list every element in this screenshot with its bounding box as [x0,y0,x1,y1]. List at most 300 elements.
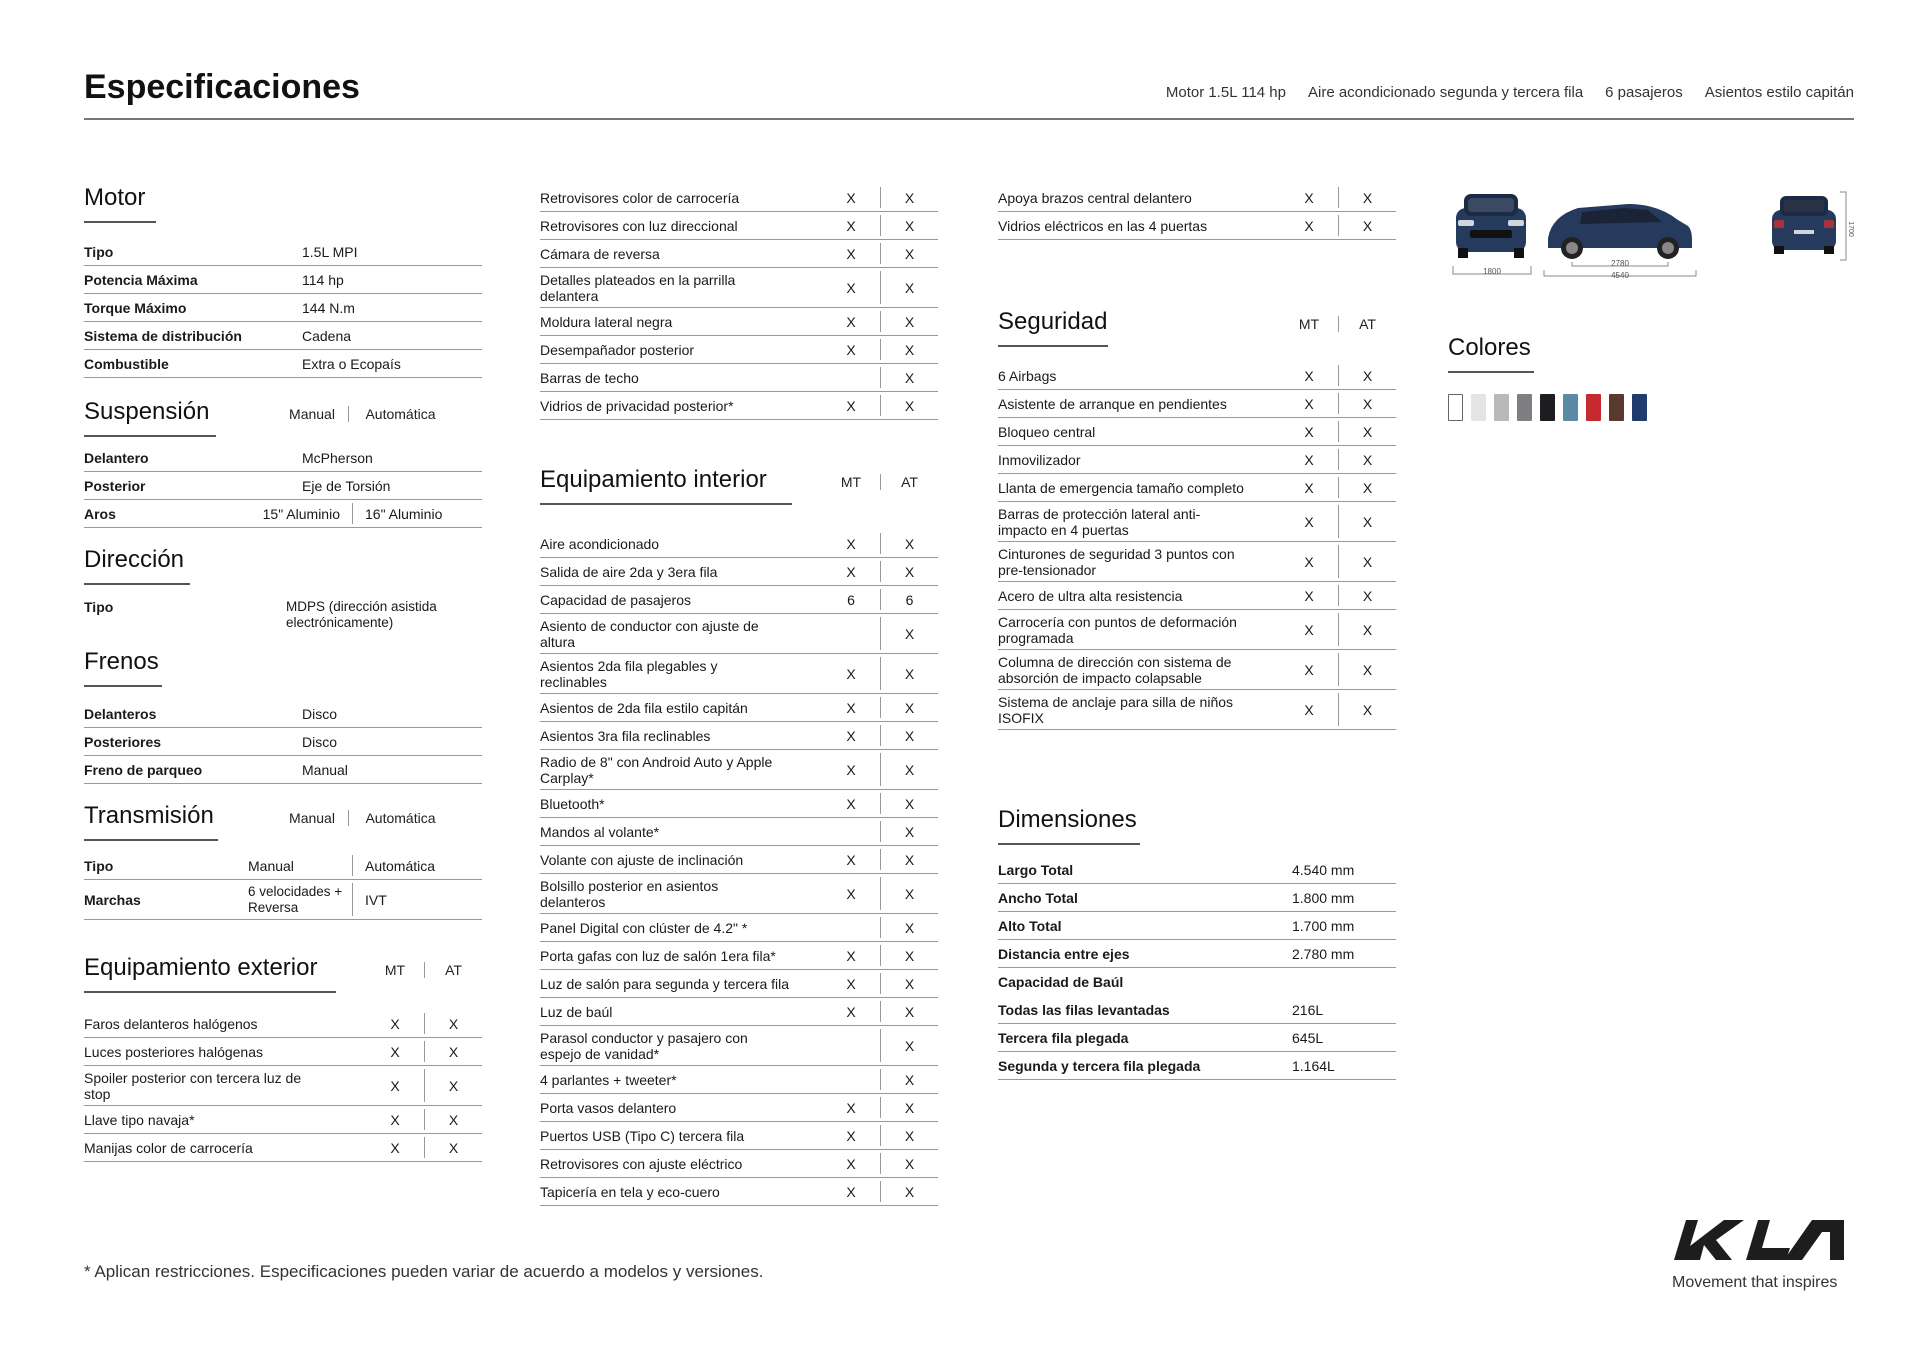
seguridad-col-headers [1280,316,1396,332]
row-mt: X [1304,587,1314,604]
table-row [540,1150,938,1178]
row-at: X [880,1125,938,1146]
row-value-auto: Automática [352,855,482,876]
row-at: X [880,877,938,910]
table-row [540,914,938,942]
table-row [540,722,938,750]
transmision-title: Transmisión [84,802,214,829]
table-row [998,184,1396,212]
row-at: X [424,1137,482,1158]
table-row [540,1026,938,1066]
row-at: X [880,339,938,360]
header-divider [84,118,1854,120]
row-mt: X [846,341,856,358]
row-label: Capacidad de Baúl [998,974,1124,990]
row-label: Puertos USB (Tipo C) tercera fila [540,1127,745,1144]
table-row [84,1066,482,1106]
row-mt: X [846,313,856,330]
exterior-table [84,1010,482,1162]
col-at: AT [1338,316,1396,332]
col-manual: Manual [289,810,335,826]
exterior-title: Equipamiento exterior [84,954,318,981]
row-at: X [424,1041,482,1062]
row-value: 1.800 mm [1292,889,1355,906]
table-row [540,1178,938,1206]
row-at: X [880,1181,938,1202]
row-at: X [880,1097,938,1118]
row-mt: X [846,189,856,206]
row-at: X [1338,585,1396,606]
row-at: X [1338,477,1396,498]
color-swatch[interactable] [1632,394,1647,421]
row-label: Tipo [84,243,114,260]
table-row [540,942,938,970]
row-label: Asiento de conductor con ajuste de altura [540,617,759,650]
row-label: Asistente de arranque en pendientes [998,395,1227,412]
row-label: Sistema de distribución [84,327,242,344]
table-row [540,818,938,846]
table-row [998,362,1396,390]
row-mt: X [1304,217,1314,234]
row-mt: X [390,1139,400,1156]
col-automatica: Automática [348,810,452,826]
table-row [998,1024,1396,1052]
table-row [998,912,1396,940]
table-row [540,586,938,614]
row-label: Salida de aire 2da y 3era fila [540,563,718,580]
table-row [998,940,1396,968]
interior-table-continued [998,184,1396,240]
table-row [540,654,938,694]
row-mt: X [390,1043,400,1060]
car-dimension-illustrations [1448,186,1852,286]
table-row [84,1038,482,1066]
table-row [998,1052,1396,1080]
row-label: Columna de dirección con sistema de absorción de impacto colapsable [998,653,1232,686]
row-mt: X [846,1127,856,1144]
row-label: Manijas color de carrocería [84,1139,253,1156]
table-row [84,852,482,880]
row-label: Alto Total [998,917,1062,934]
row-label: Apoya brazos central delantero [998,189,1192,206]
motor-table [84,238,482,378]
row-label: Sistema de anclaje para silla de niños ISOFIX [998,693,1234,726]
table-row [540,694,938,722]
col-mt: MT [1298,316,1320,332]
table-row [998,968,1396,996]
color-swatch[interactable] [1494,394,1509,421]
feature-passengers: 6 pasajeros [1605,84,1683,101]
row-label: Posteriores [84,733,162,750]
row-label: Retrovisores con ajuste eléctrico [540,1155,743,1172]
row-mt: X [1304,621,1314,638]
row-at: X [880,945,938,966]
column-2 [540,184,938,1206]
row-label: Bloqueo central [998,423,1096,440]
table-row [84,728,482,756]
table-row [84,1010,482,1038]
row-at: X [880,1069,938,1090]
row-mt: X [1304,701,1314,718]
table-row [540,1122,938,1150]
table-row [998,390,1396,418]
table-row [540,874,938,914]
row-label: Retrovisores con luz direccional [540,217,738,234]
row-mt: X [846,1155,856,1172]
feature-seats: Asientos estilo capitán [1704,84,1854,101]
page-title: Especificaciones [84,68,360,106]
seguridad-title: Seguridad [998,308,1108,335]
table-row [998,996,1396,1024]
row-at: X [1338,693,1396,726]
row-at: X [880,849,938,870]
row-at: X [880,311,938,332]
row-label: Porta vasos delantero [540,1099,677,1116]
table-row [84,350,482,378]
row-label: Barras de protección lateral anti-impacto en 4 puertas [998,505,1201,538]
table-row [998,212,1396,240]
table-row [998,856,1396,884]
table-row [998,884,1396,912]
row-label: Capacidad de pasajeros [540,591,691,608]
row-label: Torque Máximo [84,299,187,316]
col-mt: MT [384,962,406,978]
table-row [998,418,1396,446]
row-at: X [424,1109,482,1130]
row-label: Cinturones de seguridad 3 puntos con pre-tensionador [998,545,1235,578]
table-row [540,614,938,654]
suspension-table [84,444,482,528]
frenos-table [84,700,482,784]
row-mt: X [1304,423,1314,440]
row-at: X [880,395,938,416]
row-label: Segunda y tercera fila plegada [998,1057,1201,1074]
row-label: Distancia entre ejes [998,945,1130,962]
row-mt: X [846,947,856,964]
row-mt: X [846,761,856,778]
row-at: X [880,1001,938,1022]
table-row [84,596,482,634]
color-swatch[interactable] [1517,394,1532,421]
row-at: X [880,215,938,236]
row-label: Luces posteriores halógenas [84,1043,264,1060]
row-label: Tipo [84,599,114,615]
frenos-section [84,644,482,784]
row-label: Cámara de reversa [540,245,660,262]
direccion-title: Dirección [84,546,185,573]
row-mt [822,917,880,938]
row-mt: X [846,563,856,580]
row-label: Tercera fila plegada [998,1029,1129,1046]
dim-wheelbase-label: 2780 [1611,259,1629,268]
column-1 [84,180,482,1162]
row-label: Todas las filas levantadas [998,1001,1170,1018]
table-row [84,1134,482,1162]
table-row [540,212,938,240]
exterior-col-headers [366,962,482,978]
row-value-auto: IVT [352,883,482,916]
row-label: Tapicería en tela y eco-cuero [540,1183,720,1200]
row-mt: X [846,975,856,992]
row-at: X [1338,545,1396,578]
interior-col-headers [822,474,938,490]
row-mt: X [1304,189,1314,206]
table-row [998,690,1396,730]
row-mt: X [846,1183,856,1200]
interior-section [540,462,938,1206]
dim-height-label: 1700 [1847,221,1854,237]
color-swatch[interactable] [1586,394,1601,421]
motor-title: Motor [84,184,146,211]
car-views-icon [1448,186,1852,286]
row-label: Moldura lateral negra [540,313,673,330]
direccion-section [84,542,482,634]
table-row [540,184,938,212]
table-row [540,1094,938,1122]
feature-ac: Aire acondicionado segunda y tercera fila [1308,84,1584,101]
row-label: Barras de techo [540,369,639,386]
table-row [84,322,482,350]
table-row [540,268,938,308]
seguridad-table [998,362,1396,730]
table-row [998,610,1396,650]
motor-section [84,180,482,378]
row-value: Eje de Torsión [302,477,391,494]
col-manual: Manual [289,406,335,422]
row-value: McPherson [302,449,373,466]
table-row [540,558,938,586]
row-label: Asientos 3ra fila reclinables [540,727,711,744]
row-mt [822,821,880,842]
row-label: Delantero [84,449,149,466]
row-value: 645L [1292,1029,1324,1046]
row-value-manual: 15" Aluminio [262,505,340,522]
row-mt: X [846,217,856,234]
row-label: Inmovilizador [998,451,1081,468]
row-label: Marchas [84,891,141,908]
table-row [540,970,938,998]
row-at: X [1338,505,1396,538]
seguridad-section [998,304,1396,730]
row-at: X [880,697,938,718]
col-automatica: Automática [348,406,452,422]
row-mt: X [846,665,856,682]
transmision-section [84,798,482,920]
row-value: Disco [302,705,338,722]
column-3 [998,184,1396,1080]
row-value: MDPS (dirección asistida electrónicamente) [286,599,437,630]
row-label: Aros [84,505,116,522]
row-mt: X [390,1077,400,1094]
row-value-manual: Manual [248,857,294,874]
row-mt: X [846,535,856,552]
dimensiones-title: Dimensiones [998,806,1137,833]
row-value: Disco [302,733,338,750]
row-at: X [880,973,938,994]
row-label: Bolsillo posterior en asientos delanteros [540,877,719,910]
interior-title: Equipamiento interior [540,466,767,493]
row-value: 4.540 mm [1292,861,1355,878]
color-swatch[interactable] [1563,394,1578,421]
transmision-col-headers [276,810,452,826]
color-swatch[interactable] [1471,394,1486,421]
row-value: 1.164L [1292,1057,1335,1074]
table-row [84,1106,482,1134]
row-value: 144 N.m [302,299,355,316]
row-value-auto: 16" Aluminio [352,503,482,524]
exterior-section [84,950,482,1162]
suspension-title: Suspensión [84,398,210,425]
table-row [84,294,482,322]
table-row [540,750,938,790]
table-row [540,790,938,818]
row-mt [822,1029,880,1062]
row-mt: X [846,885,856,902]
table-row [84,756,482,784]
row-mt: X [846,1099,856,1116]
header-features [1166,84,1854,101]
row-value: 1.700 mm [1292,917,1355,934]
row-label: Radio de 8" con Android Auto y Apple Carplay* [540,753,773,786]
row-mt [822,367,880,388]
table-row [540,1066,938,1094]
row-label: Faros delanteros halógenos [84,1015,258,1032]
row-at: X [1338,421,1396,442]
suspension-col-headers [276,406,452,422]
transmision-table [84,852,482,920]
row-label: Llave tipo navaja* [84,1111,195,1128]
table-row [540,846,938,874]
table-row [540,364,938,392]
table-row [84,700,482,728]
row-mt: X [390,1111,400,1128]
table-row [540,240,938,268]
kia-logo [1672,1218,1848,1267]
row-value: Manual [302,761,348,778]
row-at: X [880,1029,938,1062]
row-mt: X [1304,479,1314,496]
row-label: Vidrios eléctricos en las 4 puertas [998,217,1208,234]
row-value: Cadena [302,327,352,344]
table-row [84,266,482,294]
row-label: Ancho Total [998,889,1078,906]
kia-logo-icon [1672,1218,1848,1262]
row-at: X [880,533,938,554]
row-value: 1.5L MPI [302,243,358,260]
row-mt: X [846,245,856,262]
row-mt [822,1069,880,1090]
row-mt: X [846,397,856,414]
row-at: X [424,1069,482,1102]
car-rear-view-icon [1772,192,1846,260]
row-at: X [880,617,938,650]
colores-section [1448,330,1647,421]
row-mt: X [1304,513,1314,530]
row-mt: X [846,699,856,716]
exterior-table-continued [540,184,938,420]
color-swatch[interactable] [1609,394,1624,421]
row-label: Potencia Máxima [84,271,198,288]
row-at: X [880,821,938,842]
table-row [84,500,482,528]
table-row [998,474,1396,502]
dimensiones-table [998,856,1396,1080]
row-at: X [880,657,938,690]
table-row [84,238,482,266]
table-row [540,998,938,1026]
feature-engine: Motor 1.5L 114 hp [1165,84,1286,101]
row-label: Mandos al volante* [540,823,660,840]
table-row [84,444,482,472]
row-at: X [1338,215,1396,236]
row-label: Carrocería con puntos de deformación programada [998,613,1237,646]
row-at: X [880,1153,938,1174]
table-row [84,472,482,500]
row-label: Llanta de emergencia tamaño completo [998,479,1244,496]
col-mt: MT [840,474,862,490]
row-at: X [880,725,938,746]
row-value: 2.780 mm [1292,945,1355,962]
table-row [998,502,1396,542]
color-swatch[interactable] [1448,394,1463,421]
row-label: Parasol conductor y pasajero con espejo de vanidad* [540,1029,748,1062]
row-mt: X [846,727,856,744]
row-mt: X [390,1015,400,1032]
row-label: Posterior [84,477,146,494]
row-label: Desempañador posterior [540,341,695,358]
row-mt: X [1304,553,1314,570]
car-front-view-icon [1453,194,1531,274]
row-label: Freno de parqueo [84,761,203,778]
row-mt: X [1304,451,1314,468]
row-at: X [880,917,938,938]
row-at: X [880,367,938,388]
row-mt: X [846,851,856,868]
dim-width-label: 1800 [1483,267,1501,276]
row-label: Combustible [84,355,169,372]
row-at: X [880,793,938,814]
row-label: Acero de ultra alta resistencia [998,587,1183,604]
row-label: Asientos de 2da fila estilo capitán [540,699,748,716]
row-label: Asientos 2da fila plegables y reclinables [540,657,718,690]
col-at: AT [424,962,482,978]
table-row [998,446,1396,474]
row-label: 4 parlantes + tweeter* [540,1071,677,1088]
table-row [84,880,482,920]
row-label: 6 Airbags [998,367,1057,384]
row-at: X [1338,393,1396,414]
row-label: Retrovisores color de carrocería [540,189,740,206]
row-label: Aire acondicionado [540,535,660,552]
row-mt: 6 [847,591,855,608]
col-at: AT [880,474,938,490]
row-label: Spoiler posterior con tercera luz de stop [84,1069,302,1102]
row-mt: X [1304,661,1314,678]
table-row [540,308,938,336]
row-value: 114 hp [302,271,344,288]
direccion-table [84,596,482,634]
row-value: 216L [1292,1001,1324,1018]
row-at: X [880,243,938,264]
row-at: X [1338,365,1396,386]
row-at: X [1338,449,1396,470]
row-label: Porta gafas con luz de salón 1era fila* [540,947,776,964]
row-mt: X [1304,367,1314,384]
table-row [998,650,1396,690]
table-row [540,336,938,364]
color-swatch[interactable] [1540,394,1555,421]
row-value: Extra o Ecopaís [302,355,401,372]
